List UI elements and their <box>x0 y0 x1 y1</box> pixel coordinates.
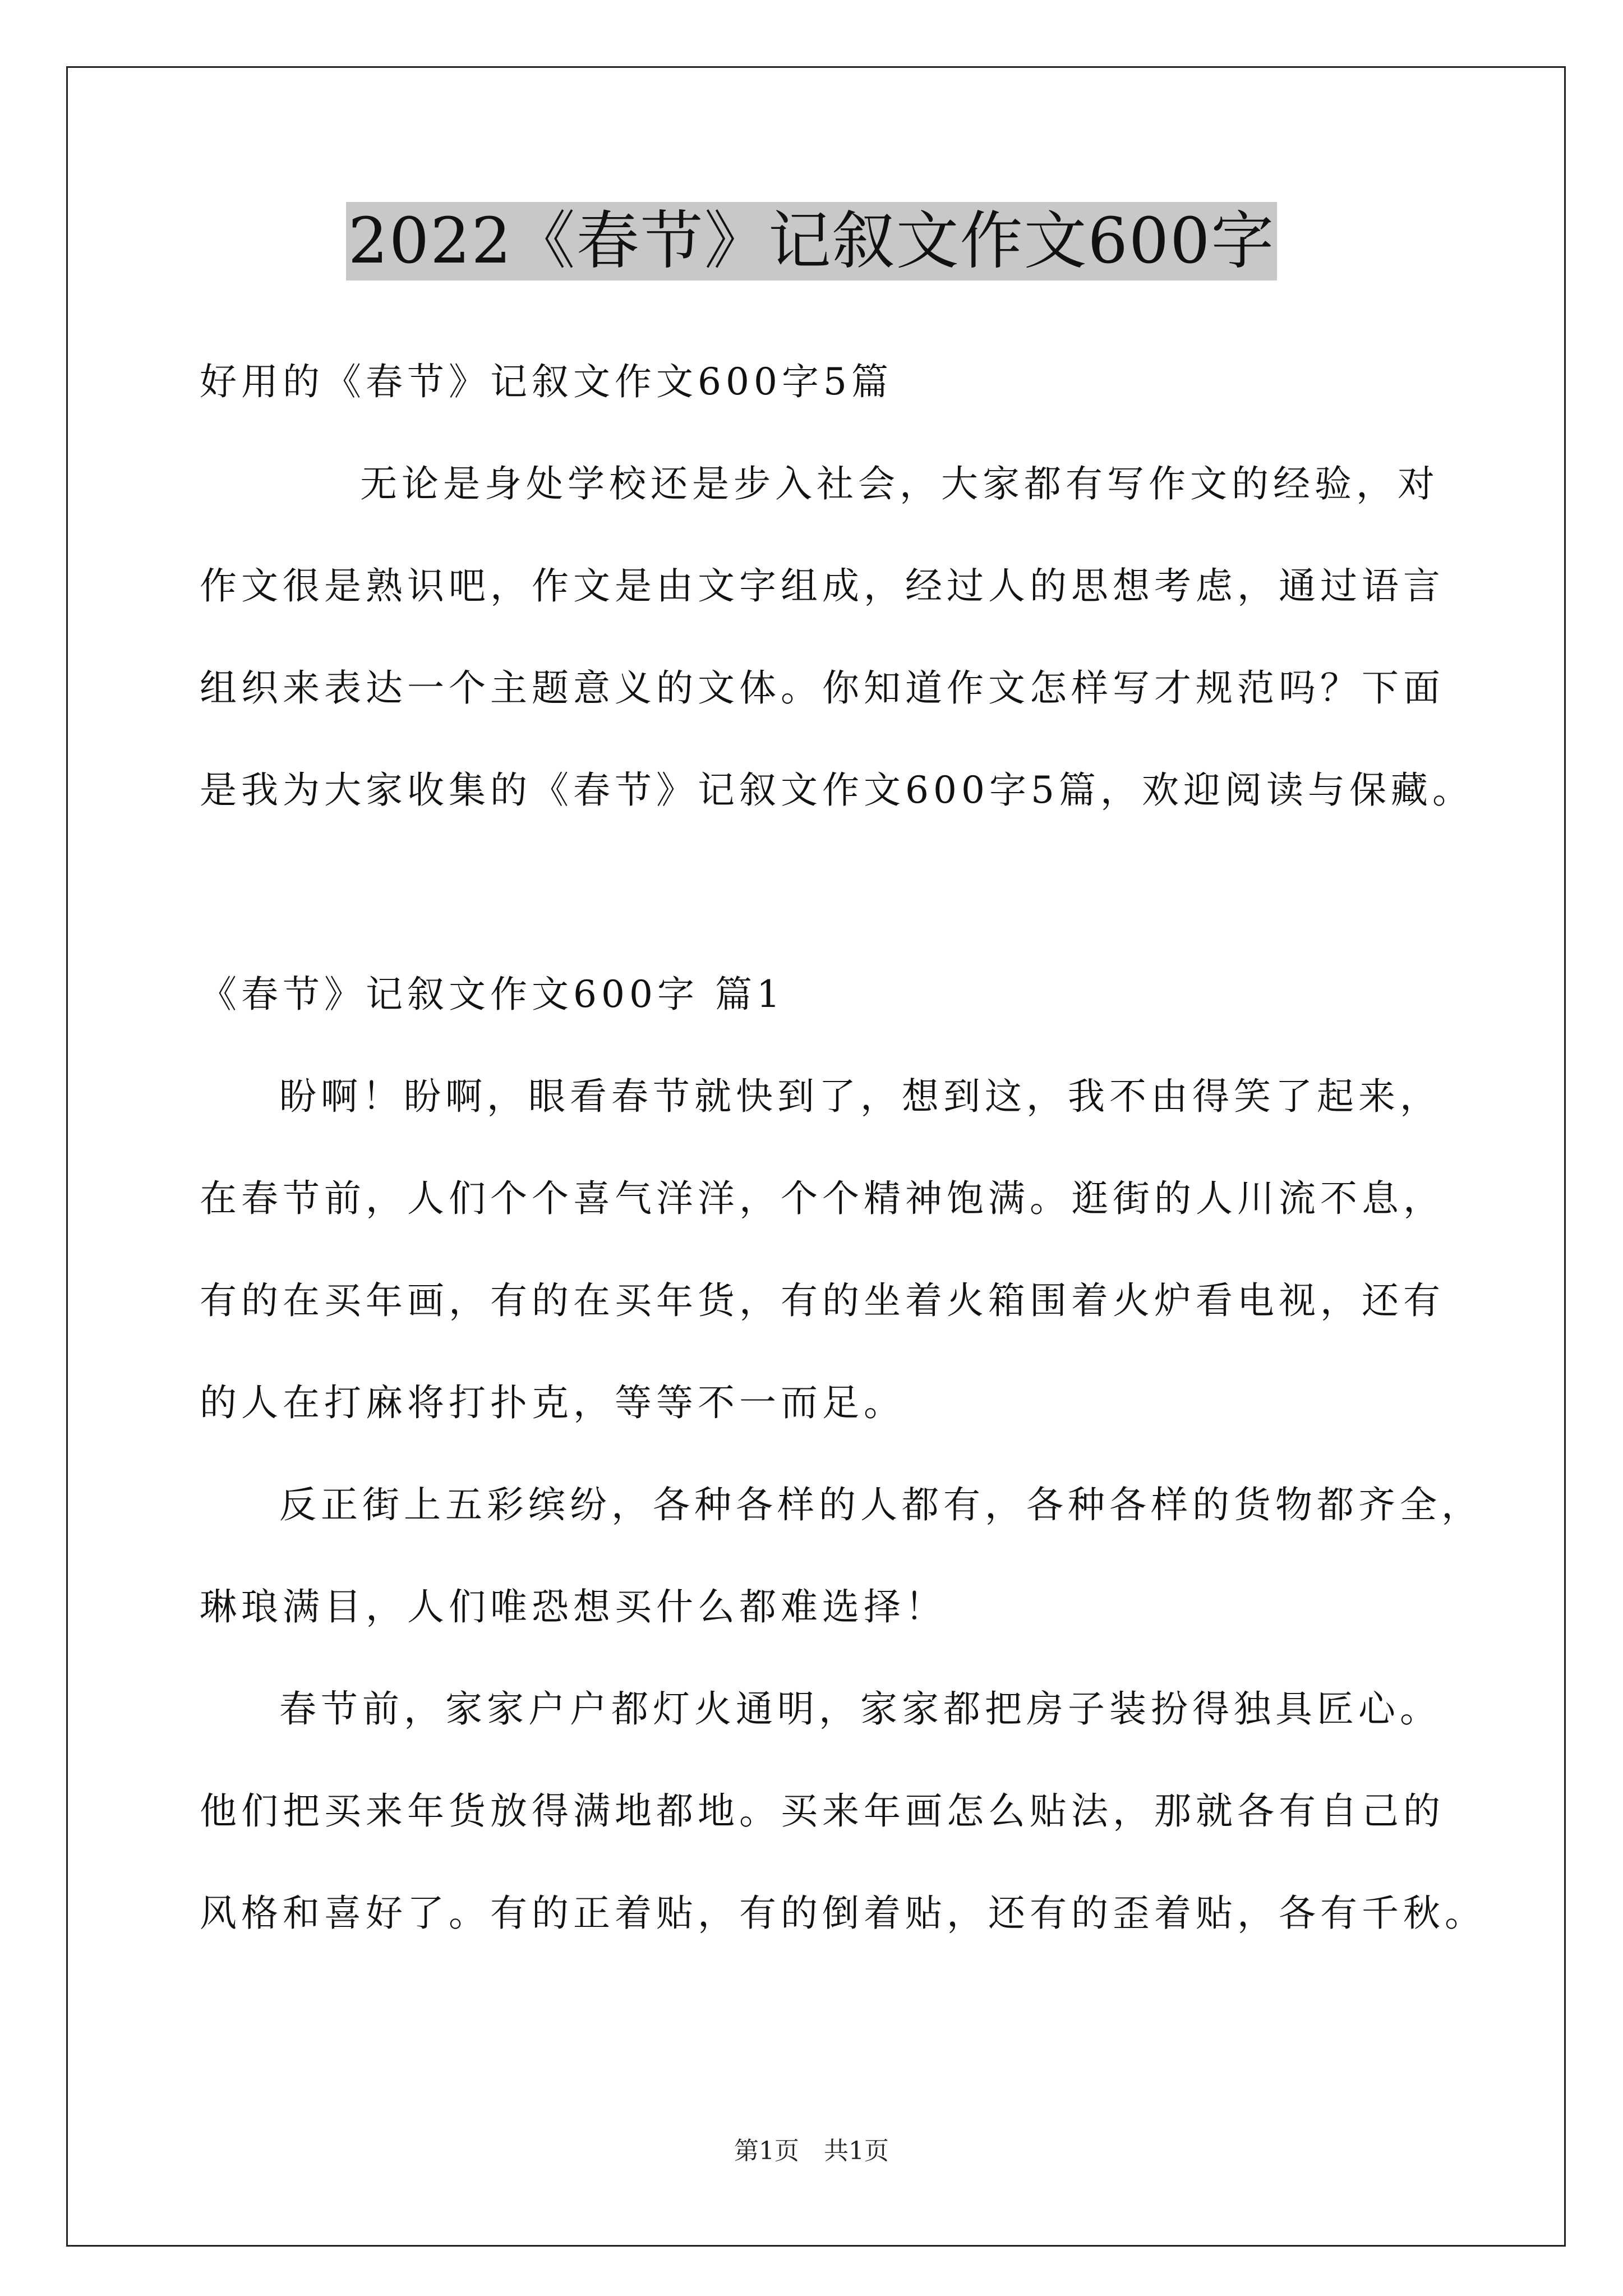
section-heading: 《春节》记叙文作文600字 篇1 <box>200 973 785 1016</box>
paragraph-line: 的人在打麻将打扑克，等等不一而足。 <box>200 1381 905 1424</box>
paragraph-line: 盼啊！盼啊，眼看春节就快到了，想到这，我不由得笑了起来， <box>279 1075 1441 1118</box>
title-container <box>0 202 1623 280</box>
paragraph-line: 在春节前，人们个个喜气洋洋，个个精神饱满。逛街的人川流不息， <box>200 1177 1445 1220</box>
paragraph-line: 有的在买年画，有的在买年货，有的坐着火箱围着火炉看电视，还有 <box>200 1279 1445 1322</box>
document-body <box>200 331 1486 1964</box>
subtitle: 好用的《春节》记叙文作文600字5篇 <box>200 360 893 403</box>
paragraph-line: 他们把买来年货放得满地都地。买来年画怎么贴法，那就各有自己的 <box>200 1789 1445 1833</box>
intro-line: 作文很是熟识吧，作文是由文字组成，经过人的思想考虑，通过语言 <box>200 564 1445 608</box>
page-footer: 第1页 共1页 <box>734 2137 889 2165</box>
document-title: 2022《春节》记叙文作文600字 <box>346 202 1278 280</box>
paragraph-line: 琳琅满目，人们唯恐想买什么都难选择！ <box>200 1585 947 1628</box>
intro-line: 组织来表达一个主题意义的文体。你知道作文怎样写才规范吗？下面 <box>200 666 1445 710</box>
paragraph-line: 反正街上五彩缤纷，各种各样的人都有，各种各样的货物都齐全， <box>279 1483 1483 1526</box>
paragraph-line: 春节前，家家户户都灯火通明，家家都把房子装扮得独具匠心。 <box>279 1687 1441 1731</box>
paragraph-line: 风格和喜好了。有的正着贴，有的倒着贴，还有的歪着贴，各有千秋。 <box>200 1892 1486 1935</box>
intro-line: 无论是身处学校还是步入社会，大家都有写作文的经验，对 <box>360 462 1439 505</box>
intro-line: 是我为大家收集的《春节》记叙文作文600字5篇，欢迎阅读与保藏。 <box>200 769 1474 812</box>
